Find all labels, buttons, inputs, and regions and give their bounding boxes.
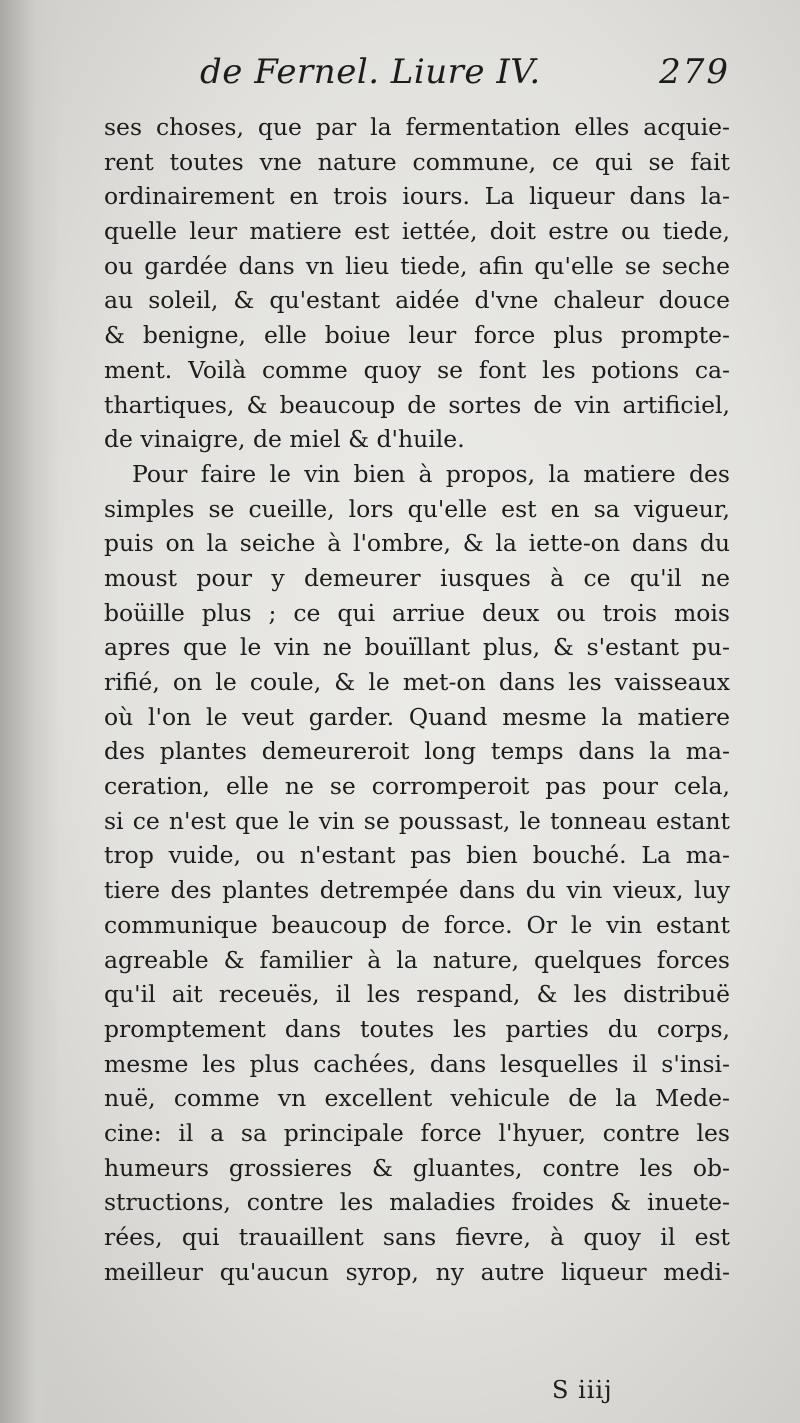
text-line: puis on la seiche à l'ombre, & la iette-on dans du [104,529,730,558]
text-line: qu'il ait receuës, il les respand, & les distribuë [104,980,730,1009]
text-line: rées, qui trauaillent sans fievre, à quoy il est [104,1223,730,1251]
text-line: des plantes demeureroit long temps dans la ma- [104,737,730,766]
signature-mark: S iiij [552,1376,613,1404]
text-line: où l'on le veut garder. Quand mesme la matiere [104,702,730,731]
text-line: ordinairement en trois iours. La liqueur dans la- [104,182,730,211]
text-line: cine: il a sa principale force l'hyuer, contre les [104,1118,730,1147]
text-line: moust pour y demeurer iusques à ce qu'il ne [104,563,730,592]
text-line: trop vuide, ou n'estant pas bien bouché. La ma- [104,841,730,870]
text-line: simples se cueille, lors qu'elle est en sa vigueur, [104,494,730,523]
text-line: & benigne, elle boiue leur force plus prompte- [104,321,730,350]
text-line: structions, contre les maladies froides & inuete- [104,1188,730,1217]
text-line: apres que le vin ne bouïllant plus, & s'estant pu- [104,633,730,662]
text-line: mesme les plus cachées, dans lesquelles il s'insi- [104,1049,730,1078]
text-line: au soleil, & qu'estant aidée d'vne chaleur douce [104,286,730,315]
gutter-shadow [0,0,60,1423]
text-line: quelle leur matiere est iettée, doit estre ou tiede, [104,217,730,246]
text-line: ses choses, que par la fermentation elles acquie- [104,113,730,141]
text-line: thartiques, & beaucoup de sortes de vin artificiel, [104,390,730,419]
text-line: si ce n'est que le vin se poussast, le tonneau estant [104,806,730,835]
running-title: de Fernel. Liure IV. [200,52,541,92]
text-line: communique beaucoup de force. Or le vin estant [104,910,730,939]
text-line: boüille plus ; ce qui arriue deux ou trois mois [104,598,730,627]
text-line: meilleur qu'aucun syrop, ny autre liqueur medi- [104,1257,730,1286]
text-line: Pour faire le vin bien à propos, la matiere des [132,459,730,488]
page-header [200,52,730,102]
text-line: promptement dans toutes les parties du corps, [104,1014,730,1043]
body-text [104,110,730,1289]
text-line: rifié, on le coule, & le met-on dans les vaisseaux [104,668,730,696]
text-line: rent toutes vne nature commune, ce qui se fait [104,147,730,176]
text-line: ment. Voilà comme quoy se font les potions ca- [104,355,730,384]
text-line: tiere des plantes detrempée dans du vin vieux, luy [104,876,730,905]
text-line: ou gardée dans vn lieu tiede, afin qu'elle se seche [104,251,730,280]
text-line: ceration, elle ne se corromperoit pas pour cela, [104,772,730,801]
text-line: de vinaigre, de miel & d'huile. [104,425,465,454]
text-line: agreable & familier à la nature, quelques forces [104,945,730,974]
page-number: 279 [659,52,730,92]
text-line: humeurs grossieres & gluantes, contre les ob- [104,1153,730,1182]
text-line: nuë, comme vn excellent vehicule de la Mede- [104,1084,730,1113]
